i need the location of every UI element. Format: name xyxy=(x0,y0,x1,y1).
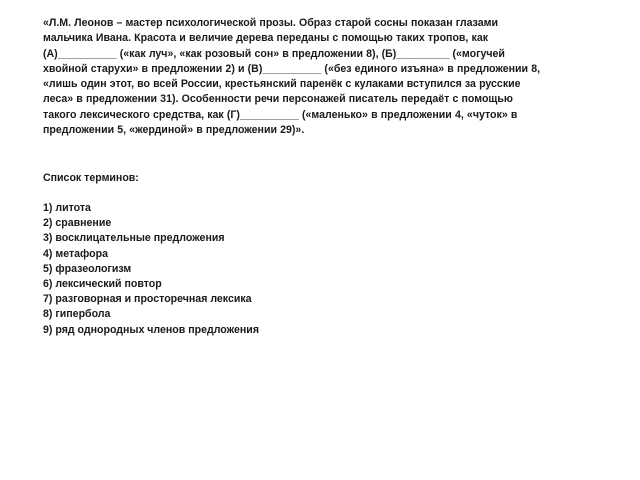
term-item: 1) литота xyxy=(43,202,91,214)
term-item: 7) разговорная и просторечная лексика xyxy=(43,293,252,306)
term-item: 4) метафора xyxy=(43,247,108,260)
term-item: 6) лексический повтор xyxy=(43,278,162,291)
task-line: мальчика Ивана. Красота и величие дерева переданы с помощью таких тропов, как xyxy=(43,32,489,45)
task-line: предложении 5, «жердиной» в предложении 29)». xyxy=(43,124,305,137)
term-item: 9) ряд однородных членов предложения xyxy=(43,323,259,336)
task-line: хвойной старухи» в предложении 2) и (В)__________ («без единого изъяна» в предложении 8, xyxy=(43,62,541,75)
terms-list xyxy=(43,201,259,338)
task-line: «Л.М. Леонов – мастер психологической прозы. Образ старой сосны показан глазами xyxy=(43,17,498,29)
task-paragraph xyxy=(43,16,583,138)
term-item: 3) восклицательные предложения xyxy=(43,232,225,245)
terms-title: Список терминов: xyxy=(43,172,139,184)
term-item: 5) фразеологизм xyxy=(43,262,132,275)
task-line: леса» в предложении 31). Особенности речи персонажей писатель передаёт с помощью xyxy=(43,93,513,106)
term-item: 2) сравнение xyxy=(43,217,112,230)
task-line: (А)__________ («как луч», «как розовый сон» в предложении 8), (Б)_________ («могучей xyxy=(43,47,505,60)
task-line: такого лексического средства, как (Г)__________ («маленько» в предложении 4, «чуток» в xyxy=(43,108,518,121)
term-item: 8) гипербола xyxy=(43,308,111,321)
task-line: «лишь один этот, во всей России, крестьянский паренёк с кулаками вступился за русские xyxy=(43,78,521,91)
